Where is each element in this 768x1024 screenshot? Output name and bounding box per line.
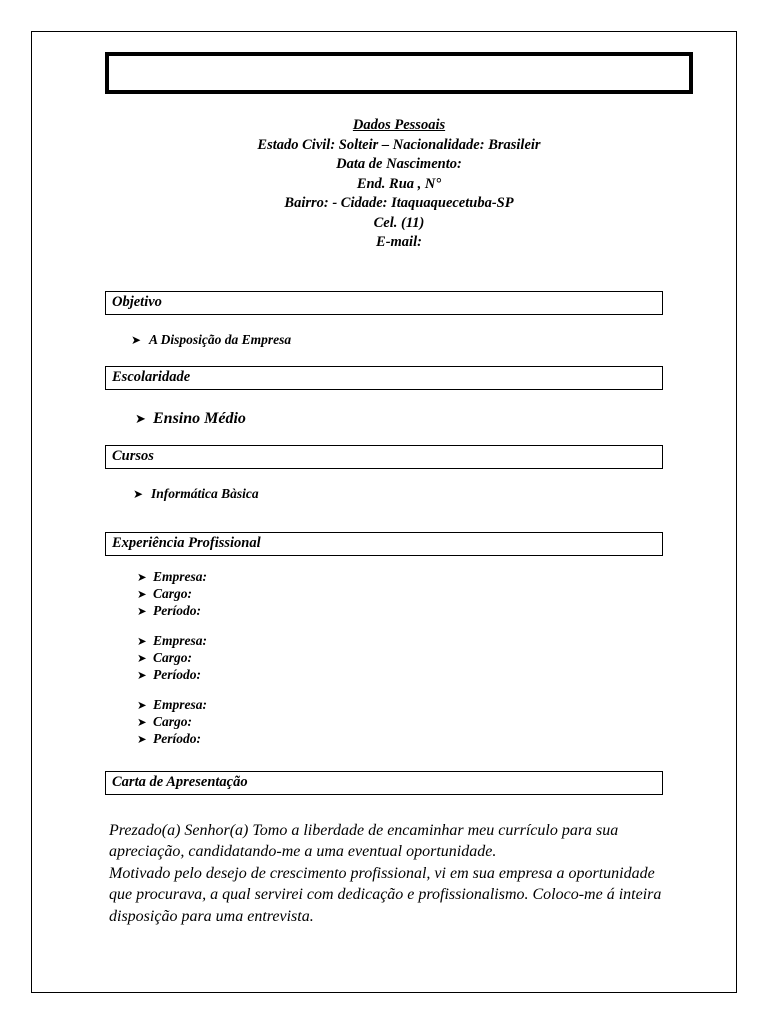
- personal-data-line-address: End. Rua , N°: [356, 175, 442, 192]
- cursos-item-label: Informática Bàsica: [151, 485, 259, 501]
- experiencia-entry: [137, 568, 665, 619]
- arrow-bullet-icon: ➤: [137, 569, 147, 584]
- personal-data-block: [105, 116, 693, 253]
- personal-data-title: Dados Pessoais: [352, 117, 446, 133]
- personal-data-line-phone: Cel. (11): [373, 214, 425, 231]
- list-item: [137, 666, 665, 683]
- arrow-bullet-icon: ➤: [137, 586, 147, 601]
- list-item: [137, 696, 665, 713]
- arrow-bullet-icon: ➤: [137, 603, 147, 618]
- section-heading-carta: Carta de Apresentação: [105, 771, 663, 795]
- experiencia-cargo-label: Cargo:: [153, 713, 193, 729]
- carta-paragraph-2: Motivado pelo desejo de crescimento profissional, vi em sua empresa a oportunidade que procurava, a qual servirei com dedicação e profissionalismo. Coloco-me á inteira disposição para uma entrevista.: [109, 864, 662, 925]
- escolaridade-item-label: Ensino Médio: [153, 409, 246, 427]
- section-heading-experiencia: Experiência Profissional: [105, 532, 663, 556]
- experiencia-entry: [137, 696, 665, 747]
- arrow-bullet-icon: ➤: [137, 633, 147, 648]
- section-heading-objetivo: Objetivo: [105, 291, 663, 315]
- carta-paragraph-1: Prezado(a) Senhor(a) Tomo a liberdade de encaminhar meu currículo para sua apreciação, candidatando-me a uma eventual oportunidade.: [109, 821, 619, 860]
- experiencia-periodo-label: Período:: [153, 730, 201, 746]
- list-item: [135, 410, 665, 428]
- arrow-bullet-icon: ➤: [137, 714, 147, 729]
- personal-data-line-civil: Estado Civil: Solteir – Nacionalidade: Brasileir: [257, 136, 541, 153]
- experiencia-cargo-label: Cargo:: [153, 649, 193, 665]
- arrow-bullet-icon: ➤: [131, 332, 142, 347]
- name-header-box: [105, 52, 693, 94]
- objetivo-item-label: A Disposição da Empresa: [149, 331, 292, 347]
- experiencia-empresa-label: Empresa:: [153, 632, 207, 648]
- list-item: [137, 632, 665, 649]
- objetivo-list: [131, 332, 665, 348]
- list-item: [137, 649, 665, 666]
- personal-data-line-email: E-mail:: [376, 234, 422, 250]
- list-item: [137, 730, 665, 747]
- arrow-bullet-icon: ➤: [135, 411, 146, 427]
- experiencia-periodo-label: Período:: [153, 666, 201, 682]
- section-heading-escolaridade: Escolaridade: [105, 366, 663, 390]
- experiencia-periodo-label: Período:: [153, 602, 201, 618]
- arrow-bullet-icon: ➤: [137, 731, 147, 746]
- personal-data-line-birth: Data de Nascimento:: [336, 156, 462, 172]
- escolaridade-list: [135, 410, 665, 428]
- list-item: [133, 486, 665, 502]
- personal-data-line-city: Bairro: - Cidade: Itaquaquecetuba-SP: [284, 195, 514, 211]
- arrow-bullet-icon: ➤: [137, 667, 147, 682]
- experiencia-entry: [137, 632, 665, 683]
- carta-body: [109, 820, 671, 928]
- list-item: [137, 568, 665, 585]
- experiencia-empresa-label: Empresa:: [153, 696, 207, 712]
- arrow-bullet-icon: ➤: [137, 650, 147, 665]
- experiencia-empresa-label: Empresa:: [153, 568, 207, 584]
- document-content: [105, 52, 665, 927]
- list-item: [137, 585, 665, 602]
- cursos-list: [133, 486, 665, 502]
- list-item: [131, 332, 665, 348]
- name-header-text: [109, 56, 689, 90]
- arrow-bullet-icon: ➤: [133, 486, 144, 501]
- list-item: [137, 602, 665, 619]
- arrow-bullet-icon: ➤: [137, 697, 147, 712]
- experiencia-cargo-label: Cargo:: [153, 585, 193, 601]
- section-heading-cursos: Cursos: [105, 445, 663, 469]
- experiencia-groups: [137, 568, 665, 747]
- list-item: [137, 713, 665, 730]
